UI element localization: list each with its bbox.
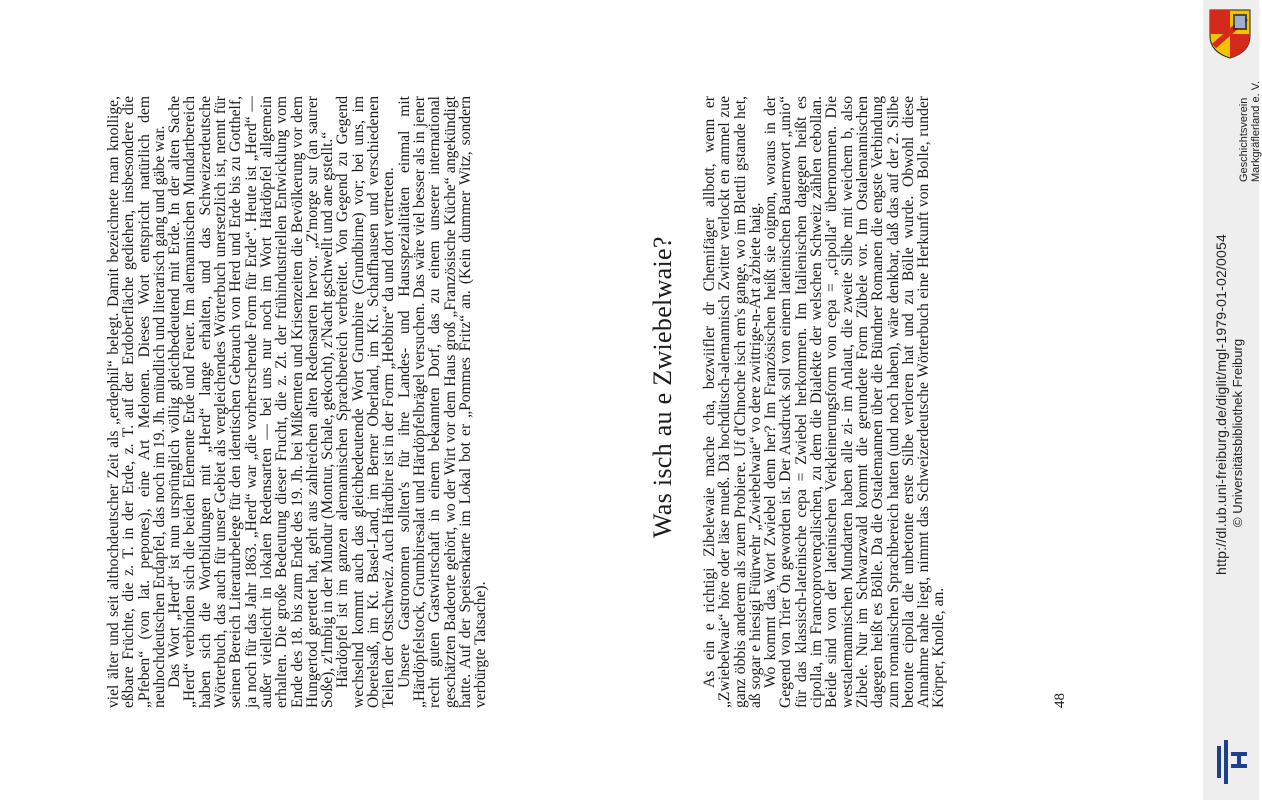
section-heading: Was isch au e Zwiebelwaie?: [648, 236, 677, 538]
coat-of-arms-icon: [1206, 6, 1254, 60]
copyright-notice: © Universitätsbibliothek Freiburg: [1230, 338, 1245, 527]
paragraph: Härdöpfel ist im ganzen alemannischen Sprachbereich verbreitet. Von Gegend zu Gegend wechselnd kommt auch das gleichbedeutende Wort Grumbire (Grundbirne) vor; bei uns, im Oberelsaß, im Kt. Basel-Land, im Berner Oberland, im Kt. Schaffhausen und verschiedenen Teilen der Ostschweiz. Auch Härdbire ist in der Form „Hebbire“ da und dort vertreten.: [334, 96, 398, 708]
ub-freiburg-logo-icon: [1215, 738, 1249, 786]
paragraph: Wo kommt das Wort Zwiebel denn her? Im Französischen heißt sie oignon, woraus in der Gegend von Trier Ön geworden ist. Der Ausdruck soll von einem lateinischen Bauernwort „unio“ für das klassisch-lateinische cepa = Zwiebel herkommen. Im Italienischen dagegen heißt es cipolla, im Francoprovençalischen, zu dem die Dialekte der welschen Schweiz zählen cebollan. Beide sind von der lateinischen Verkleinerungsform von cepa = „cipolla“ übernommen. Die westalemannischen Mundarten haben alle zi- im Anlaut, die zweite Silbe mit weichem b, also Zibele. Nur im Schwarzwald kommt die gerundete Form Zübele vor. Im Ostalemannischen dagegen heißt es Bölle. Da die Ostalemannen über die Bündner Romanen die engste Verbindung zum romanischen Sprachbereich hatten (und noch haben), wäre denkbar, daß das auf der 2. Silbe betonte cipolla die unbetonte erste Silbe verloren hat und zu Bölle wurde. Obwohl diese Annahme nahe liegt, nimmt das Schweizerdeutsche Wörterbuch eine Herkunft von Bolle, runder Körper, Knolle, an.: [762, 96, 948, 708]
text-column-upper: [106, 96, 488, 708]
society-name-line2: Markgräflerland e. V.: [1250, 80, 1262, 182]
scanned-page: [90, 0, 1200, 800]
text-column-lower: [702, 96, 947, 708]
paragraph: Das Wort „Herd“ ist nun ursprünglich völlig gleichbedeutend mit Erde. In der alten Sache „Herd“ verbinden sich die beiden Elemente Erde und Feuer. Im alemannischen Mundartbereich haben sich die Wortbildungen mit „Herd“ lange erhalten, und das Schweizerdeutsche Wörterbuch, das auch für unser Gebiet als vergleichendes Wörterbuch unersetzlich ist, nennt für seinen Bereich Literaturbelege für den identischen Gebrauch von Herd und Erde bis zu Gotthelf, ja noch für das Jahr 1863. „Herd“ war „die vorherrschende Form für Erde“. Heute ist „Herd“ — außer vielleicht in lokalen Redensarten — bei uns nur noch im Wort Härdöpfel allgemein erhalten. Die große Bedeutung dieser Frucht, die z. Zt. der frühindustriellen Entwicklung vom Ende des 18. bis zum Ende des 19. Jh. bei Mißernten und Krisenzeiten die Bevölkerung vor dem Hungertod gerettet hat, geht aus zahlreichen alten Redensarten hervor. „Z'morge sur (an saurer Soße), z'Imbig in der Mundur (Montur, Schale, gekocht), z'Nacht gschwellt und ane gstellt.“: [166, 96, 337, 708]
paragraph: Unsere Gastronomen sollten's für ihre Landes- und Hausspezialitäten einmal mit „Härdöpfelstock, Grumbiresalat und Härdöpfelbrägel versuchen. Das wäre viel besser als in jener recht guten Gastwirtschaft in einem bekannten Dorf, das zu einem unserer international geschätzten Badeorte gehört, wo der Wirt vor dem Haus groß „Französische Küche“ angekündigt hatte. Auf der Speisenkarte im Lokal bot er „Pommes Fritz“ an. (Kein dummer Witz, sondern verbürgte Tatsache).: [395, 96, 490, 708]
viewer-side-strip: [1203, 0, 1262, 800]
page-number: 48: [1052, 693, 1068, 708]
paragraph: As ein e richtigi Zibelewaie mache cha, bezwiifler dr Chemifäger allbott, wenn er „Zwiebelwaie“ höre oder läse mueß. Dä hochdütsch-alemannisch Zwitter verlockt en ammel zue ganz öbbis anderem als zuem Probiere. Uf d'Chnoche isch em's gange, wo im Blettli gstande het, aß sogar e hiesigi Füürwehr „Zwiebelwaie“ vo dere zwittrige-n-Art a'zbiete haig.: [701, 96, 764, 708]
paragraph: viel älter und seit althochdeutscher Zeit als „erdephil“ belegt. Damit bezeichnete man knollige, eßbare Früchte, die z. T. in der Erde, z. T. auf der Erdoberfläche gediehen, insbesondere die „Pfeben“ (von lat. pepones), eine Art Melonen. Dieses Wort entspricht natürlich dem neuhochdeutschen Erdapfel, das noch im 19. Jh. mündlich und literarisch gang und gäbe war.: [105, 96, 168, 708]
society-name-line1: Geschichtsverein: [1238, 97, 1250, 182]
permalink-url[interactable]: http://dl.ub.uni-freiburg.de/diglit/mgl-1979-01-02/0054: [1213, 234, 1229, 575]
